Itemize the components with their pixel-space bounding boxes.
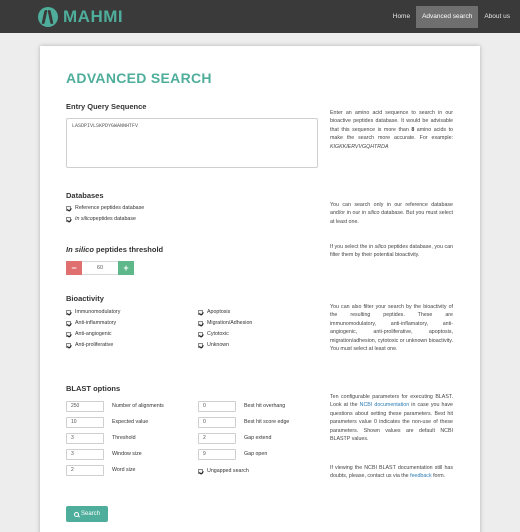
nav-home[interactable]: Home bbox=[392, 13, 411, 20]
bio-unknown-option[interactable]: Unknown bbox=[198, 342, 229, 348]
db-insilico-checkbox[interactable] bbox=[66, 217, 71, 222]
blast-help: Ten configurable parameters for executing BLAST. Look at the NCBI documentation in case you have questions about setting these parameters. Best hit parameters value 0 indicates the non-use of these parameters. Shown values are default NCBI BLASTP values. bbox=[330, 394, 453, 443]
threshold-label: Threshold bbox=[112, 435, 136, 441]
databases-section-title: Databases bbox=[66, 191, 104, 200]
word-size-label: Word size bbox=[112, 467, 136, 473]
gap-open-input[interactable]: 9 bbox=[198, 449, 236, 460]
mahmi-logo-icon bbox=[38, 7, 58, 27]
bio-immunomodulatory-option[interactable]: Immunomodulatory bbox=[66, 309, 120, 315]
best-hit-overhang-label: Best hit overhang bbox=[244, 403, 286, 409]
expected-value-label: Expected value bbox=[112, 419, 149, 425]
bio-apoptosis-checkbox[interactable] bbox=[198, 310, 203, 315]
bio-apoptosis-option[interactable]: Apoptosis bbox=[198, 309, 230, 315]
db-insilico-option[interactable]: In silico peptides database bbox=[66, 216, 136, 222]
num-alignments-label: Number of alignments bbox=[112, 403, 164, 409]
feedback-link[interactable]: feedback bbox=[410, 473, 432, 480]
expected-value-input[interactable]: 10 bbox=[66, 417, 104, 428]
num-alignments-input[interactable]: 250 bbox=[66, 401, 104, 412]
threshold-stepper bbox=[66, 261, 134, 275]
ungapped-search-checkbox[interactable] bbox=[198, 469, 203, 474]
threshold-section-title: In silico peptides threshold bbox=[66, 245, 164, 254]
window-size-input[interactable]: 3 bbox=[66, 449, 104, 460]
bio-antiinflammatory-checkbox[interactable] bbox=[66, 321, 71, 326]
gap-extend-input[interactable]: 2 bbox=[198, 433, 236, 444]
query-sequence-textarea[interactable]: LASDPIVLSKPDYGWANNHTFV bbox=[66, 118, 318, 168]
threshold-help: If you select the in silico peptides database, you can filter them by their potential bioactivity. bbox=[330, 244, 453, 259]
best-hit-score-edge-label: Best hit score edge bbox=[244, 419, 290, 425]
top-navbar bbox=[0, 0, 520, 33]
blast-section-title: BLAST options bbox=[66, 384, 121, 393]
search-button[interactable]: Search bbox=[66, 506, 108, 522]
db-reference-checkbox[interactable] bbox=[66, 206, 71, 211]
ncbi-documentation-link[interactable]: NCBI documentation bbox=[359, 402, 410, 409]
bio-migration-checkbox[interactable] bbox=[198, 321, 203, 326]
query-help: Enter an amino acid sequence to search in our bioactive peptides database. It would be advisable that this sequence is more than 8 amino acids to make the search more accurate. For example: KIGKKIERVVGQHTRDA bbox=[330, 110, 453, 150]
bio-antiproliferative-checkbox[interactable] bbox=[66, 343, 71, 348]
threshold-value[interactable]: 60 bbox=[82, 261, 118, 275]
bio-antiproliferative-option[interactable]: Anti-proliferative bbox=[66, 342, 113, 348]
window-size-label: Window size bbox=[112, 451, 142, 457]
blast-help-contact: If viewing the NCBI BLAST documentation still has doubts, please, contact us via the feedback form. bbox=[330, 465, 453, 480]
threshold-increase-button[interactable]: + bbox=[118, 261, 134, 275]
db-reference-option[interactable]: Reference peptides database bbox=[66, 205, 144, 211]
bio-cytotoxic-checkbox[interactable] bbox=[198, 332, 203, 337]
page-title: ADVANCED SEARCH bbox=[66, 70, 212, 86]
query-section-title: Entry Query Sequence bbox=[66, 102, 147, 111]
best-hit-score-edge-input[interactable]: 0 bbox=[198, 417, 236, 428]
bioactivity-section-title: Bioactivity bbox=[66, 294, 104, 303]
nav-about-us[interactable]: About us bbox=[484, 13, 510, 20]
nav-advanced-search[interactable]: Advanced search bbox=[416, 6, 478, 28]
gap-extend-label: Gap extend bbox=[244, 435, 272, 441]
bio-antiangiogenic-checkbox[interactable] bbox=[66, 332, 71, 337]
best-hit-overhang-input[interactable]: 0 bbox=[198, 401, 236, 412]
threshold-input[interactable]: 3 bbox=[66, 433, 104, 444]
databases-help: You can search only in our reference database and/or in our in silico database. But you must select at least one. bbox=[330, 202, 453, 225]
bio-antiinflammatory-option[interactable]: Anti-inflammatory bbox=[66, 320, 116, 326]
bioactivity-help: You can also filter your search by the bioactivity of the resulting peptides. These are immunomodulatory, anti-inflamatory, anti-angiogenic, anti-proliferative, apoptosis, migration/adhesion, cytotoxic or unknown bioactivity. You must select at least one. bbox=[330, 304, 453, 353]
threshold-decrease-button[interactable]: − bbox=[66, 261, 82, 275]
bio-unknown-checkbox[interactable] bbox=[198, 343, 203, 348]
bio-migration-option[interactable]: Migration/Adhesion bbox=[198, 320, 252, 326]
brand-name: MAHMI bbox=[63, 7, 124, 26]
main-nav bbox=[387, 6, 516, 28]
bio-antiangiogenic-option[interactable]: Anti-angiogenic bbox=[66, 331, 112, 337]
ungapped-search-option[interactable]: Ungapped search bbox=[198, 468, 249, 474]
brand[interactable] bbox=[38, 6, 123, 28]
word-size-input[interactable]: 2 bbox=[66, 465, 104, 476]
bio-immunomodulatory-checkbox[interactable] bbox=[66, 310, 71, 315]
gap-open-label: Gap open bbox=[244, 451, 268, 457]
bio-cytotoxic-option[interactable]: Cytotoxic bbox=[198, 331, 229, 337]
search-icon bbox=[74, 512, 79, 517]
advanced-search-card bbox=[40, 46, 480, 532]
